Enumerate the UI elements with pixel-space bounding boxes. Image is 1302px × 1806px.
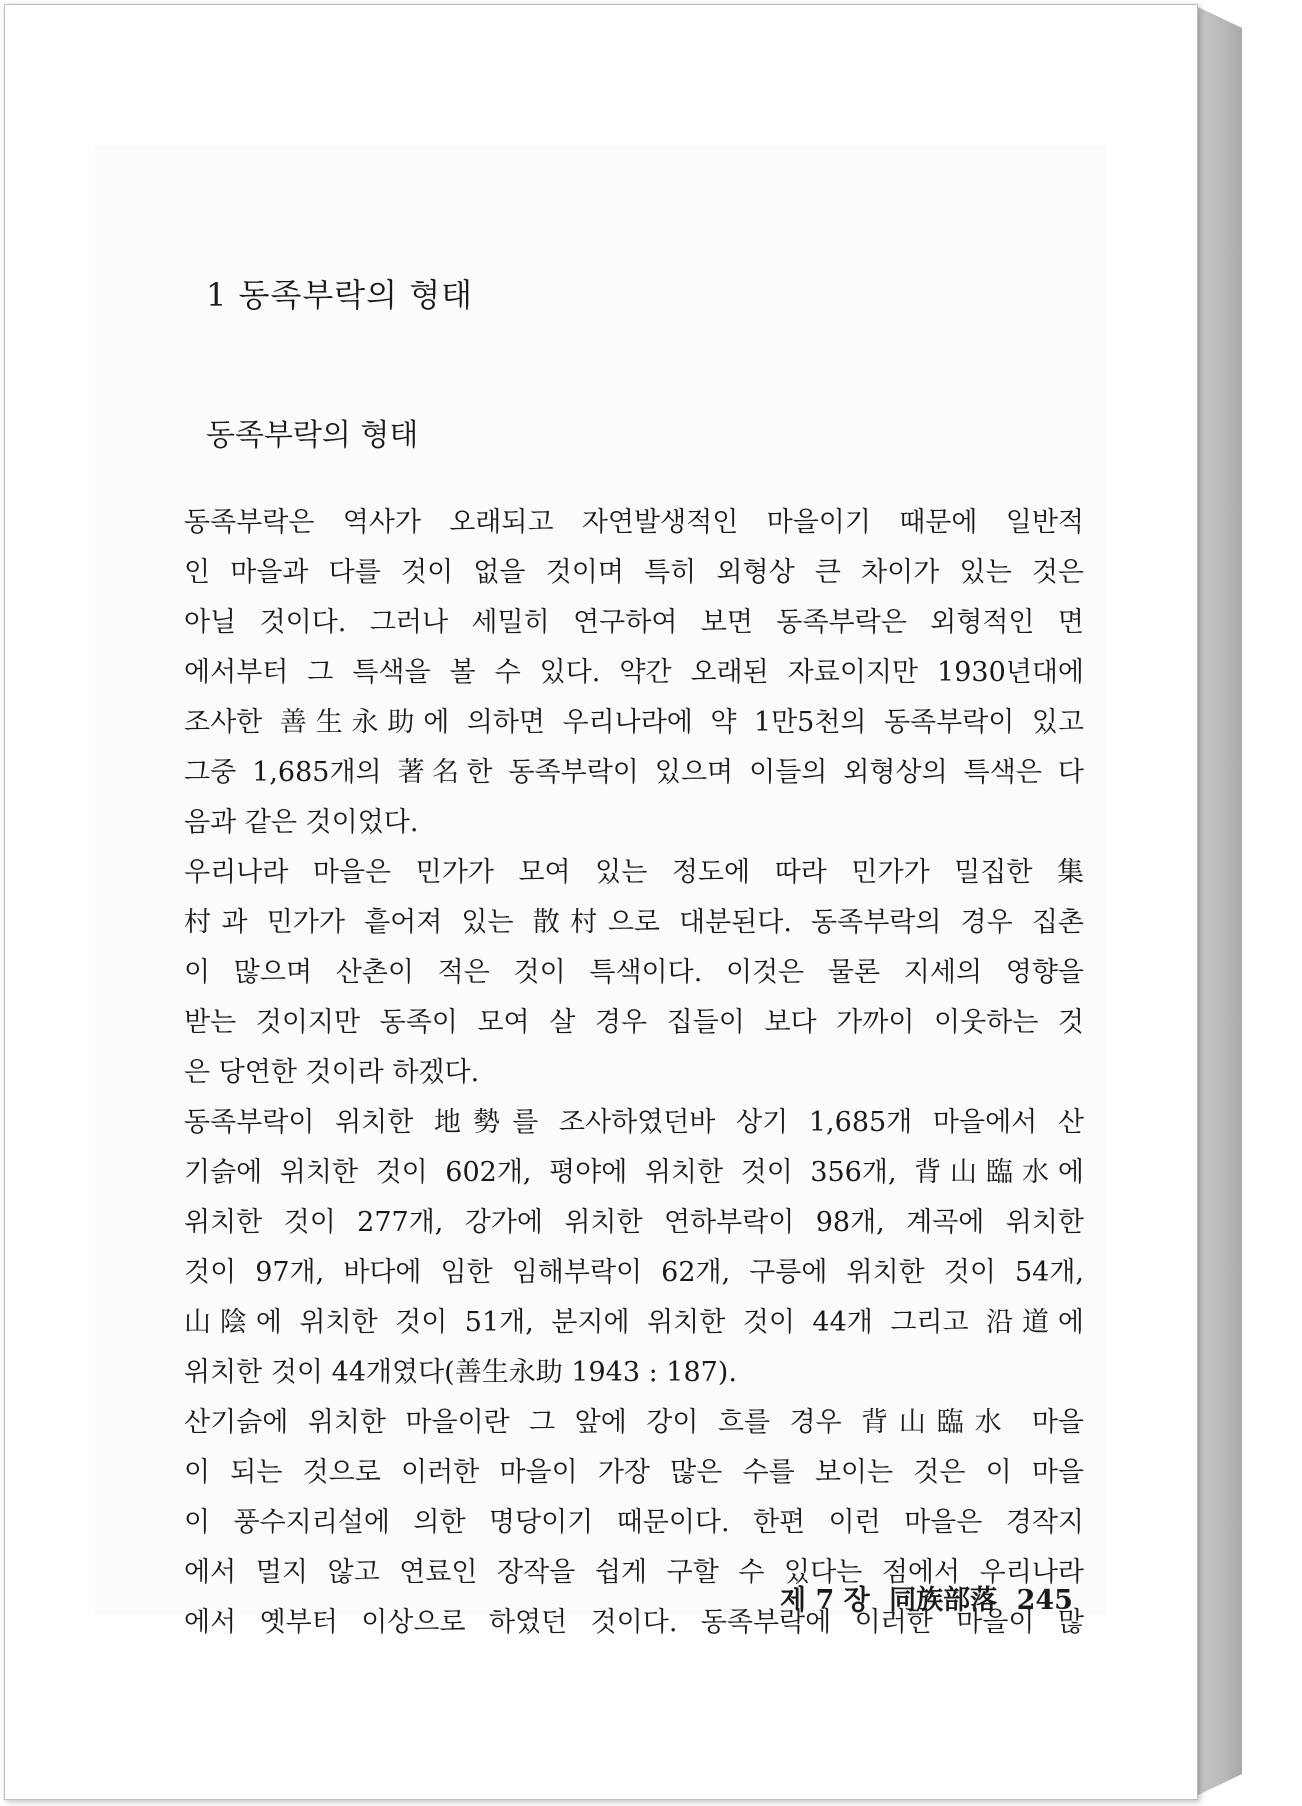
text-line: 것이 97개, 바다에 임한 임해부락이 62개, 구릉에 위치한 것이 54개,: [184, 1257, 1084, 1288]
text-line: 기슭에 위치한 것이 602개, 평야에 위치한 것이 356개, 背山臨水에: [184, 1157, 1084, 1188]
text-line: 받는 것이지만 동족이 모여 살 경우 집들이 보다 가까이 이웃하는 것: [184, 1007, 1084, 1038]
text-line: 그중 1,685개의 著名한 동족부락이 있으며 이들의 외형상의 특색은 다: [184, 757, 1084, 788]
text-line: 조사한 善生永助에 의하면 우리나라에 약 1만5천의 동족부락이 있고: [184, 707, 1084, 738]
text-line: 은 당연한 것이라 하겠다.: [184, 1057, 480, 1088]
text-line: 음과 같은 것이었다.: [184, 807, 419, 838]
text-line: 村과 민가가 흩어져 있는 散村으로 대분된다. 동족부락의 경우 집촌: [184, 907, 1084, 938]
page-footer: [780, 1578, 1083, 1617]
text-line: 산기슭에 위치한 마을이란 그 앞에 강이 흐를 경우 背山臨水 마을: [184, 1407, 1084, 1438]
text-line: 우리나라 마을은 민가가 모여 있는 정도에 따라 민가가 밀집한 集: [184, 857, 1084, 888]
section-heading: 동족부락의 형태: [206, 418, 419, 453]
text-line: 동족부락이 위치한 地勢를 조사하였던바 상기 1,685개 마을에서 산: [184, 1107, 1084, 1138]
footer-chapter: 제 7 장: [780, 1585, 870, 1616]
footer-title: 同族部落: [889, 1585, 998, 1616]
text-line: 아닐 것이다. 그러나 세밀히 연구하여 보면 동족부락은 외형적인 면: [184, 607, 1084, 638]
text-line: 이 많으며 산촌이 적은 것이 특색이다. 이것은 물론 지세의 영향을: [184, 957, 1084, 988]
text-line: 에서부터 그 특색을 볼 수 있다. 약간 오래된 자료이지만 1930년대에: [184, 657, 1084, 688]
text-line: 에서 옛부터 이상으로 하였던 것이다. 동족부락에 이러한 마을이 많: [184, 1607, 1084, 1638]
text-line: 위치한 것이 44개였다(善生永助 1943 : 187).: [184, 1357, 737, 1388]
chapter-heading: 1 동족부락의 형태: [206, 276, 474, 314]
text-line: 인 마을과 다를 것이 없을 것이며 특히 외형상 큰 차이가 있는 것은: [184, 557, 1084, 588]
text-line: 山陰에 위치한 것이 51개, 분지에 위치한 것이 44개 그리고 沿道에: [184, 1307, 1084, 1338]
text-line: 동족부락은 역사가 오래되고 자연발생적인 마을이기 때문에 일반적: [184, 507, 1084, 538]
text-line: 에서 멀지 않고 연료인 장작을 쉽게 구할 수 있다는 점에서 우리나라: [184, 1557, 1084, 1588]
text-line: 위치한 것이 277개, 강가에 위치한 연하부락이 98개, 계곡에 위치한: [184, 1207, 1084, 1238]
text-line: 이 풍수지리설에 의한 명당이기 때문이다. 한편 이런 마을은 경작지: [184, 1507, 1084, 1538]
body-text: [184, 498, 1084, 1648]
book-page-edge: [1196, 6, 1242, 1796]
page-number: 245: [1016, 1585, 1073, 1616]
text-line: 이 되는 것으로 이러한 마을이 가장 많은 수를 보이는 것은 이 마을: [184, 1457, 1084, 1488]
